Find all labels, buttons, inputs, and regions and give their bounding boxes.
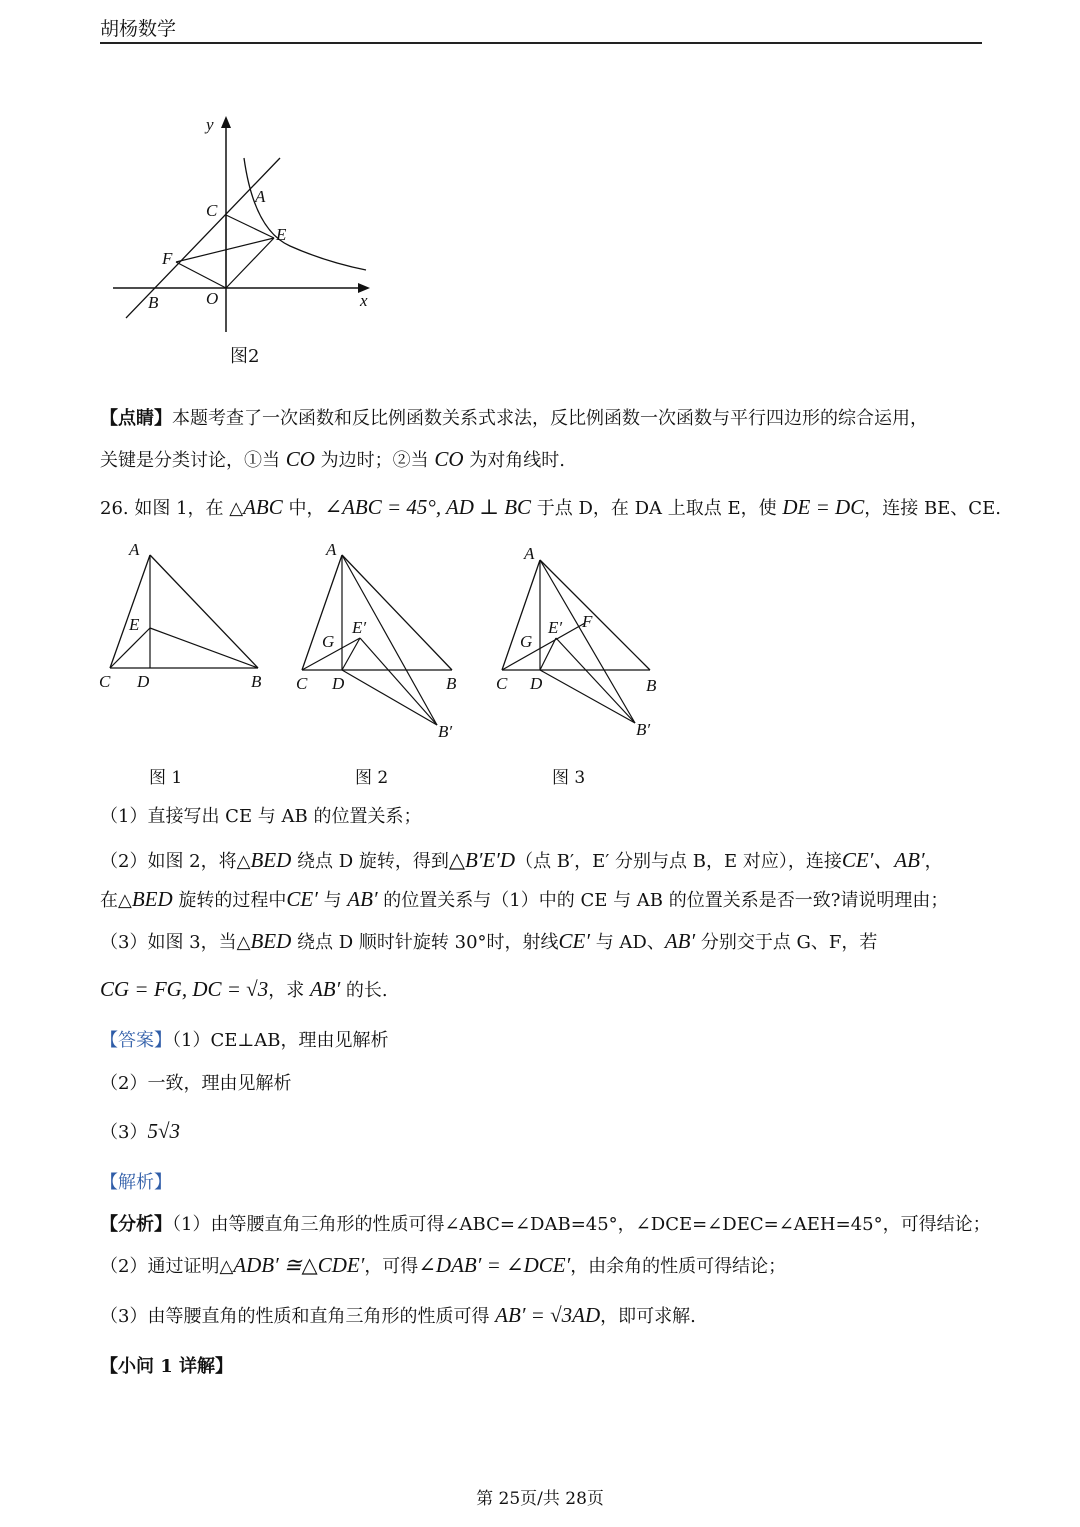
- answer-line-1: 【答案】（1）CE⊥AB，理由见解析: [100, 1030, 389, 1051]
- f3-label-g: G: [520, 632, 533, 651]
- seg-ac: [110, 555, 150, 668]
- answer-tag: 【答案】: [100, 1030, 172, 1051]
- analysis-line-3: （3）由等腰直角的性质和直角三角形的性质可得 AB′ = √3AD，即可求解.: [100, 1303, 696, 1327]
- segment-fo: [176, 262, 226, 288]
- y-axis-arrow: [221, 116, 231, 128]
- f3-label-e: E′: [548, 618, 563, 637]
- f3-label-a: A: [524, 544, 535, 563]
- question-26-intro: 26. 如图 1，在 △ABC 中，∠ABC = 45°, AD ⊥ BC 于点 D，在 DA 上取点 E，使 DE = DC，连接 BE、CE.: [100, 495, 1001, 519]
- analysis-line-1: 【分析】（1）由等腰直角三角形的性质可得∠ABC=∠DAB=45°，∠DCE=∠DEC=∠AEH=45°，可得结论；: [100, 1214, 991, 1235]
- seg-de-prime: [540, 638, 556, 670]
- figure-2-caption: 图 2: [355, 768, 389, 788]
- geometry-figure-3: [490, 535, 670, 745]
- page-number: 第 25页/共 28页: [476, 1489, 604, 1509]
- f2-label-c: C: [296, 674, 308, 693]
- f1-label-e: E: [129, 615, 140, 634]
- seg-ce: [110, 628, 150, 668]
- header-title: 胡杨数学: [100, 18, 177, 40]
- seg-eb-prime: [556, 638, 635, 723]
- f2-label-e: E′: [352, 618, 367, 637]
- comment-tag: 【点睛】: [100, 408, 172, 429]
- f3-label-c: C: [496, 674, 508, 693]
- part-3-line-1: （3）如图 3，当△BED 绕点 D 顺时针旋转 30°时，射线CE′ 与 AD、AB′ 分别交于点 G、F，若: [100, 929, 878, 953]
- f1-label-c: C: [99, 672, 111, 691]
- page-header: [100, 12, 982, 44]
- segment-oe: [226, 238, 274, 288]
- label-c: C: [206, 201, 218, 220]
- part-2-line-1: （2）如图 2，将△BED 绕点 D 旋转，得到△B′E′D（点 B′，E′ 分别与点 B，E 对应），连接CE′、AB′，: [100, 848, 943, 872]
- figure2-caption: 图2: [230, 346, 260, 367]
- label-e: E: [276, 225, 287, 244]
- answer-line-3: （3）5√3: [100, 1119, 180, 1143]
- analysis-tag: 【解析】: [100, 1172, 172, 1193]
- hyperbola-curve: [244, 158, 366, 270]
- f2-label-a: A: [326, 540, 337, 559]
- label-y: y: [206, 115, 214, 134]
- f1-label-b: B: [251, 672, 262, 691]
- label-x: x: [360, 291, 368, 310]
- geometry-figure-2: [292, 535, 472, 745]
- label-f: F: [162, 249, 173, 268]
- f2-label-b-prime: B′: [438, 722, 453, 741]
- comment-line-1: 【点睛】本题考查了一次函数和反比例函数关系式求法，反比例函数一次函数与平行四边形的综合运用，: [100, 408, 928, 429]
- sub-question-1-heading: 【小问 1 详解】: [100, 1356, 234, 1377]
- seg-ac: [502, 560, 540, 670]
- f3-label-b-prime: B′: [636, 720, 651, 739]
- seg-db-prime: [540, 670, 635, 723]
- answer-line-2: （2）一致，理由见解析: [100, 1073, 292, 1094]
- part-3-line-2: CG = FG, DC = √3，求 AB′ 的长.: [100, 977, 388, 1001]
- figure-1-caption: 图 1: [149, 768, 183, 788]
- label-o: O: [206, 289, 219, 308]
- seg-ac: [302, 555, 342, 670]
- label-b: B: [148, 293, 159, 312]
- seg-db-prime: [342, 670, 437, 725]
- analysis-line-2: （2）通过证明△ADB′ ≅△CDE′，可得∠DAB′ = ∠DCE′，由余角的性质可得结论；: [100, 1253, 787, 1277]
- comment-line-2: 关键是分类讨论，①当 CO 为边时；②当 CO 为对角线时.: [100, 447, 566, 471]
- f2-label-g: G: [322, 632, 335, 651]
- part-2-line-2: 在△BED 旋转的过程中CE′ 与 AB′ 的位置关系与（1）中的 CE 与 AB 的位置关系是否一致?请说明理由；: [100, 887, 949, 911]
- f3-label-f: F: [582, 612, 593, 631]
- seg-eb-prime: [360, 638, 437, 725]
- label-a: A: [255, 187, 266, 206]
- geometry-figure-1: [95, 535, 275, 695]
- seg-ab: [150, 555, 258, 668]
- coordinate-figure: [108, 110, 388, 340]
- f3-label-b: B: [646, 676, 657, 695]
- f1-label-a: A: [129, 540, 140, 559]
- seg-eb: [150, 628, 258, 668]
- f3-label-d: D: [530, 674, 543, 693]
- f2-label-b: B: [446, 674, 457, 693]
- f1-label-d: D: [137, 672, 150, 691]
- figure-3-caption: 图 3: [552, 768, 586, 788]
- part-1: （1）直接写出 CE 与 AB 的位置关系；: [100, 806, 422, 827]
- f2-label-d: D: [332, 674, 345, 693]
